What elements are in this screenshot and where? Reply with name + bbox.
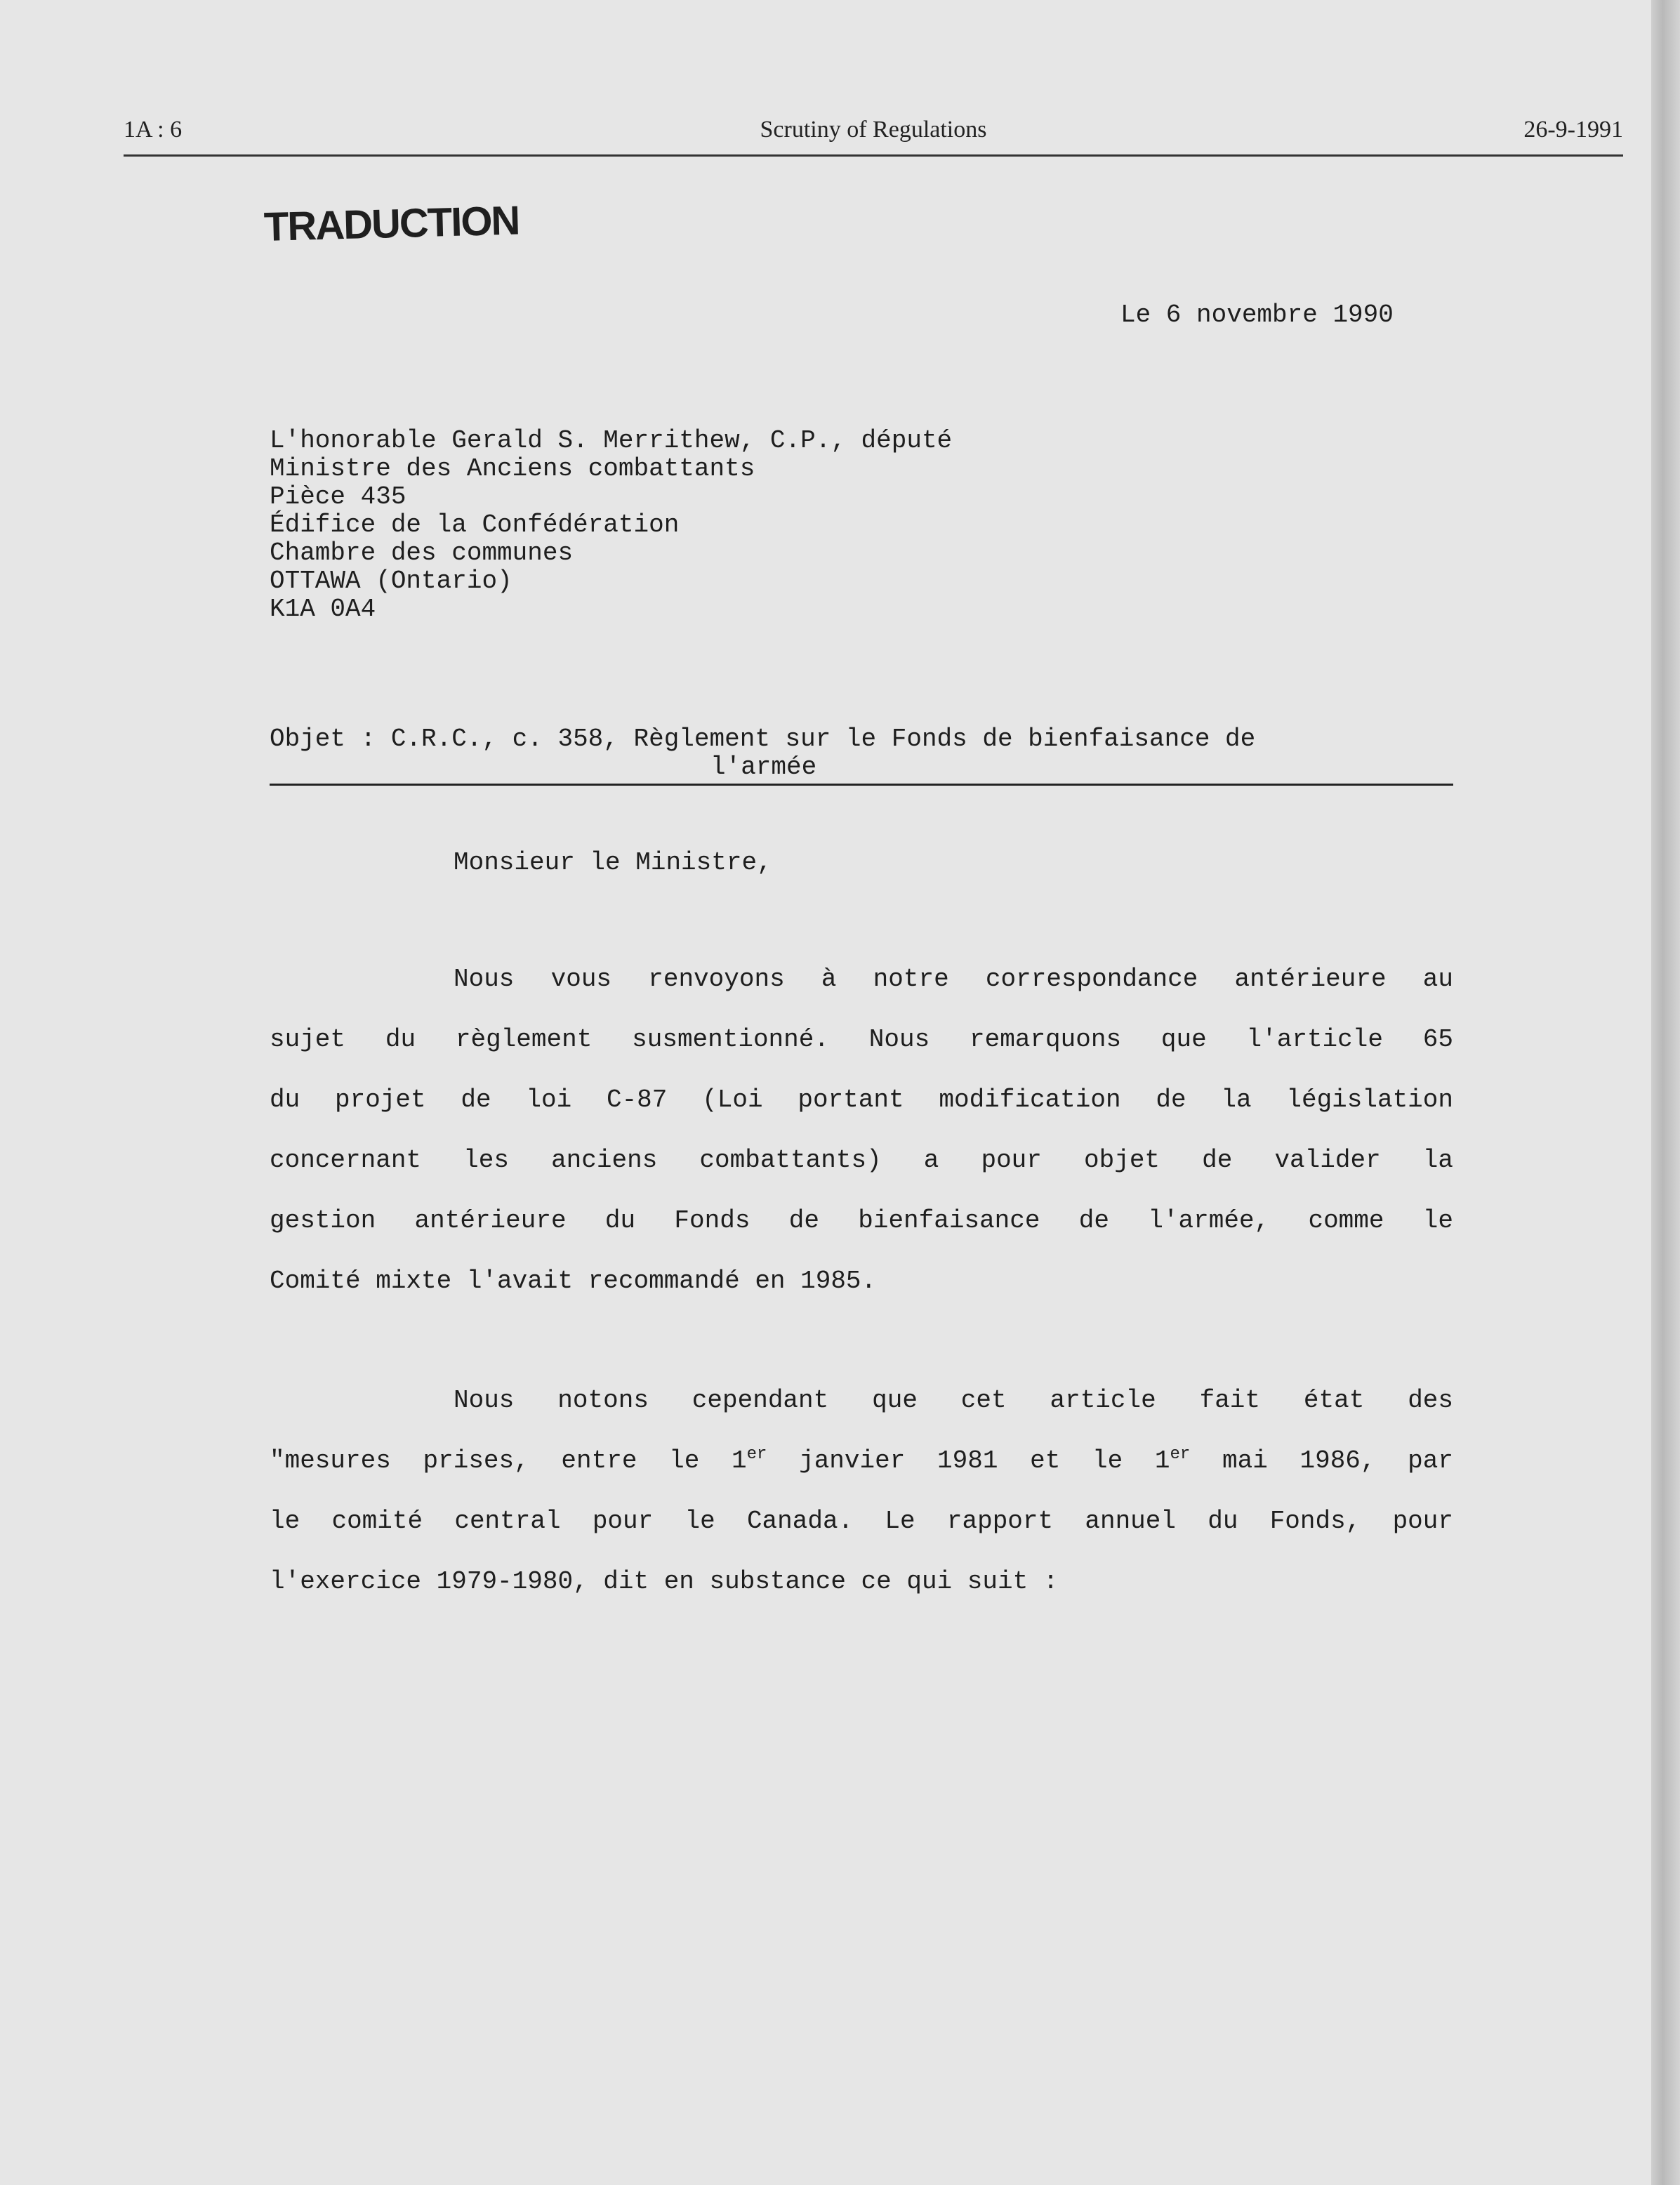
letter-date: Le 6 novembre 1990	[1120, 301, 1394, 329]
address-line: Pièce 435	[270, 482, 406, 511]
show-through	[765, 197, 779, 223]
salutation: Monsieur le Ministre,	[454, 848, 772, 877]
subject-underline	[270, 784, 1453, 786]
header-date: 26-9-1991	[1523, 117, 1623, 143]
address-line: K1A 0A4	[270, 595, 376, 623]
address-line: Chambre des communes	[270, 539, 574, 567]
paragraph-line	[270, 1431, 1453, 1491]
traduction-stamp: TRADUCTION	[263, 197, 520, 250]
subject-line: Objet : C.R.C., c. 358, Règlement sur le Fonds de bienfaisance de	[270, 725, 1256, 753]
page-edge	[1651, 0, 1680, 2185]
address-line: OTTAWA (Ontario)	[270, 567, 512, 595]
paragraph-line: le comité central pour le Canada. Le rapport annuel du Fonds, pour	[270, 1507, 1453, 1536]
paragraph-line: l'exercice 1979-1980, dit en substance ce qui suit :	[270, 1567, 1059, 1596]
address-line: Édifice de la Confédération	[270, 510, 680, 539]
paragraph-2	[270, 1371, 1453, 1612]
text-segment: janvier 1981 et le 1	[767, 1446, 1170, 1475]
paragraph-line: du projet de loi C-87 (Loi portant modification de la législation	[270, 1085, 1453, 1114]
text-segment: mai 1986, par	[1190, 1446, 1453, 1475]
recipient-address	[270, 427, 952, 623]
paragraph-line: Comité mixte l'avait recommandé en 1985.	[270, 1267, 877, 1295]
subject-line-continued: l'armée	[710, 753, 817, 781]
text-segment: "mesures prises, entre le 1	[270, 1446, 747, 1475]
paragraph-1	[270, 949, 1453, 1312]
page-number: 1A : 6	[124, 117, 183, 143]
subject-block	[270, 725, 1453, 788]
superscript: er	[1170, 1445, 1191, 1464]
running-header	[124, 112, 1623, 157]
paragraph-line: Nous notons cependant que cet article fait état des	[454, 1386, 1453, 1415]
paragraph-line: concernant les anciens combattants) a pour objet de valider la	[270, 1146, 1453, 1175]
address-line: Ministre des Anciens combattants	[270, 454, 755, 483]
superscript: er	[746, 1445, 767, 1464]
address-line: L'honorable Gerald S. Merrithew, C.P., député	[270, 426, 953, 455]
running-title: Scrutiny of Regulations	[760, 117, 987, 143]
paragraph-line: gestion antérieure du Fonds de bienfaisance de l'armée, comme le	[270, 1206, 1453, 1235]
paragraph-line: Nous vous renvoyons à notre correspondance antérieure au	[454, 965, 1453, 994]
paragraph-line: sujet du règlement susmentionné. Nous remarquons que l'article 65	[270, 1025, 1453, 1054]
